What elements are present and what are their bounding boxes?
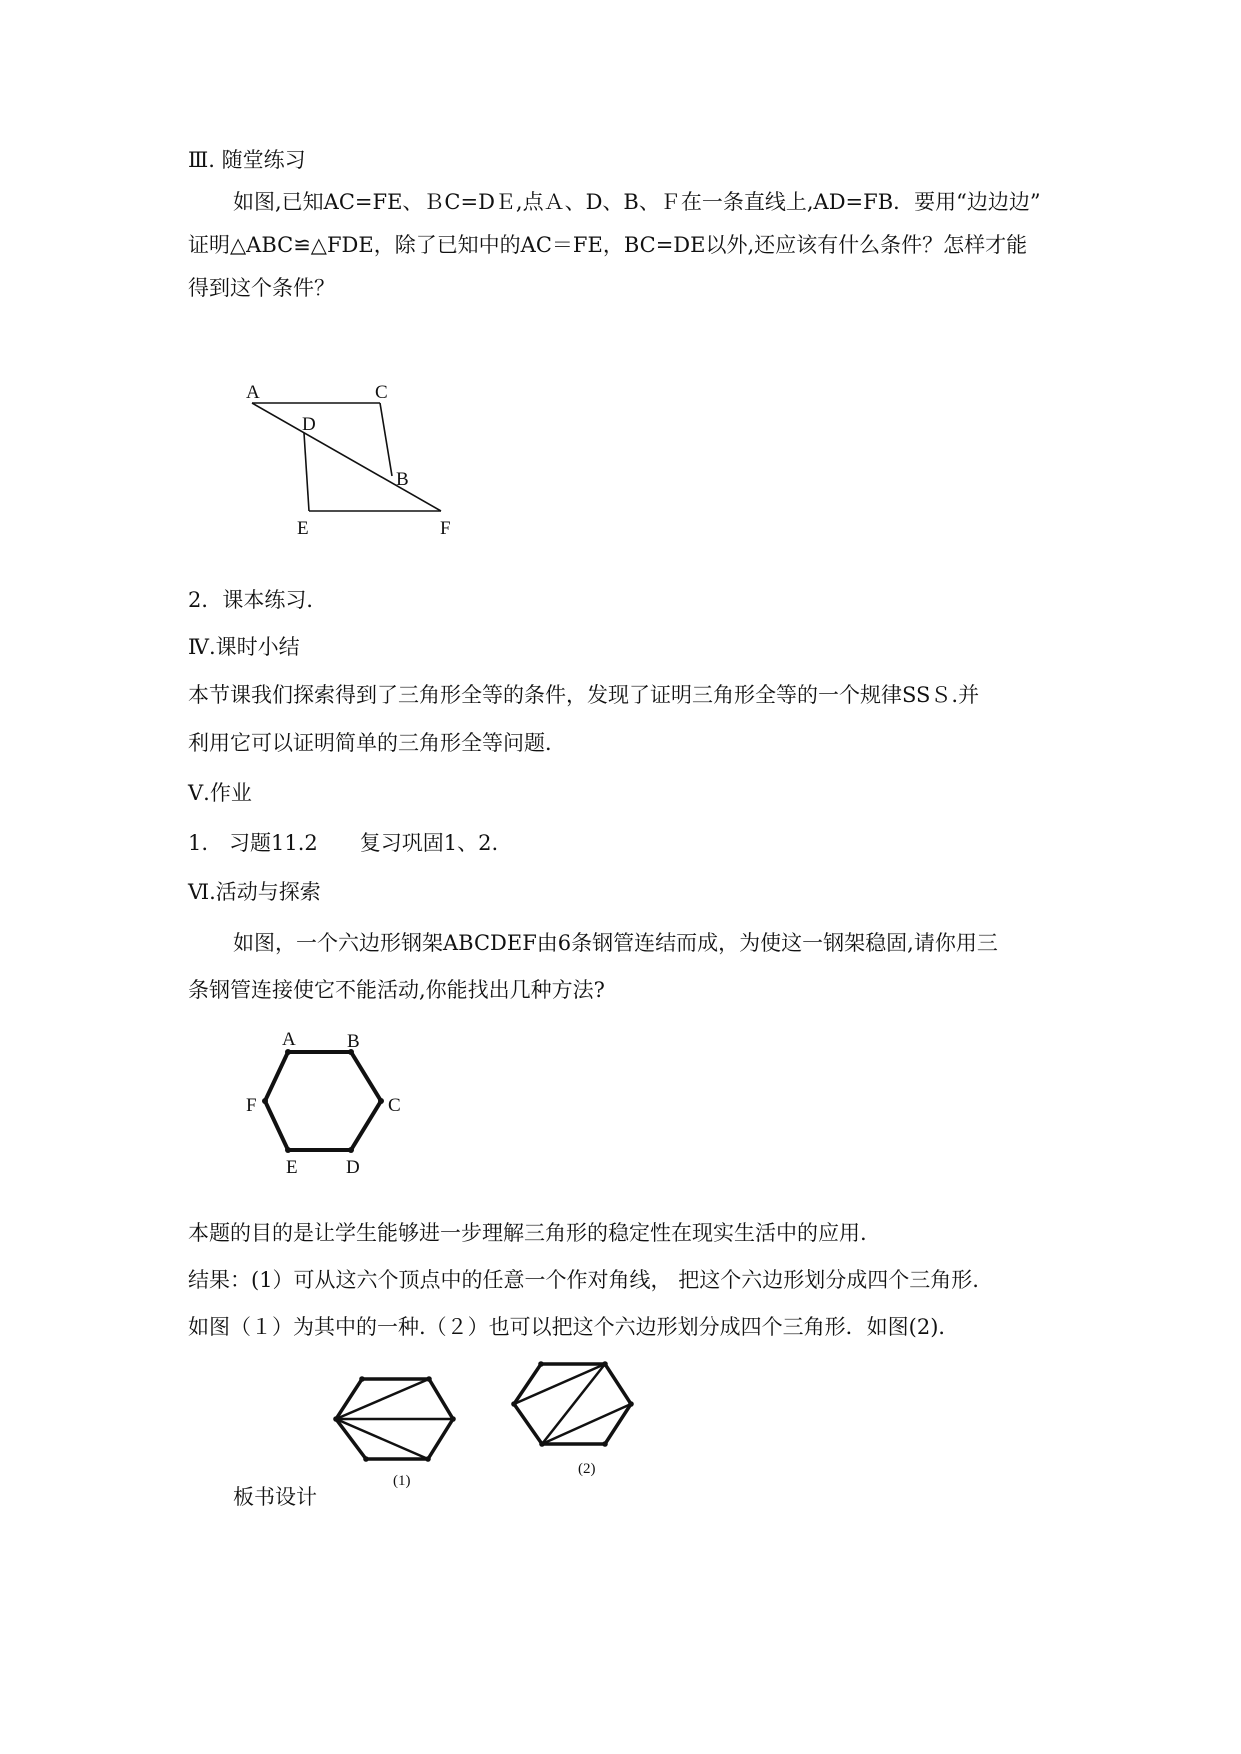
point-f-label: F	[440, 518, 451, 539]
hex-vertex-a-label: A	[282, 1029, 296, 1050]
activity-text-line1: 如图，一个六边形钢架ABCDEF由6条钢管连结而成，为使这一钢架稳固,请你用三	[233, 931, 998, 955]
exercise-text-line2: 证明△ABC≌△FDE，除了已知中的AC＝FE，BC=DE以外,还应该有什么条件？怎样才能	[188, 233, 1028, 257]
exercise-text-line1: 如图,已知AC=FE、ＢC=DＥ,点Ａ、D、B、Ｆ在一条直线上,AD=FB．要用“边边边”	[233, 190, 1041, 214]
exercise-text-line3: 得到这个条件？	[188, 276, 335, 300]
point-e-label: E	[297, 518, 309, 539]
section-6-title: Ⅵ.活动与探索	[188, 880, 321, 904]
point-b-label: B	[396, 469, 409, 490]
caption-figure-1: (1)	[393, 1473, 411, 1489]
section-4-title: Ⅳ.课时小结	[188, 635, 300, 659]
summary-text-line2: 利用它可以证明简单的三角形全等问题．	[188, 731, 566, 755]
triangle-figure	[240, 370, 460, 540]
hex-vertex-c-label: C	[388, 1095, 401, 1116]
point-d-label: D	[302, 414, 316, 435]
triangle-figure-lines	[252, 403, 441, 511]
hex-vertex-b-label: B	[347, 1031, 360, 1052]
section-5-title: Ⅴ.作业	[188, 781, 252, 805]
hex-vertex-d-label: D	[346, 1157, 360, 1178]
hexagon-division-1	[333, 1376, 456, 1489]
hexagon-division-2	[511, 1361, 634, 1477]
board-design-heading: 板书设计	[233, 1485, 317, 1509]
hexagon-outline	[265, 1052, 381, 1150]
point-c-label: C	[375, 382, 388, 403]
result-text-line1: 结果：(1）可从这六个顶点中的任意一个作对角线， 把这个六边形划分成四个三角形.	[188, 1268, 979, 1292]
hex-vertex-f-label: F	[246, 1095, 257, 1116]
summary-text-line1: 本节课我们探索得到了三角形全等的条件，发现了证明三角形全等的一个规律SSＳ.并	[188, 683, 980, 707]
divided-hexagons-figure	[320, 1355, 640, 1495]
hex-vertex-e-label: E	[286, 1157, 298, 1178]
result-text-line2: 如图（１）为其中的一种.（２）也可以把这个六边形划分成四个三角形．如图(2)．	[188, 1315, 960, 1339]
caption-figure-2: (2)	[578, 1461, 596, 1477]
activity-text-line2: 条钢管连接使它不能活动,你能找出几种方法?	[188, 978, 605, 1002]
textbook-exercise-item: 2．课本练习．	[188, 588, 328, 612]
purpose-text: 本题的目的是让学生能够进一步理解三角形的稳定性在现实生活中的应用.	[188, 1221, 867, 1245]
point-a-label: A	[246, 382, 260, 403]
homework-item: 1. 习题11.2 复习巩固1、2.	[188, 831, 499, 855]
section-3-title: Ⅲ. 随堂练习	[188, 148, 306, 172]
hexagon-figure	[240, 1025, 410, 1185]
